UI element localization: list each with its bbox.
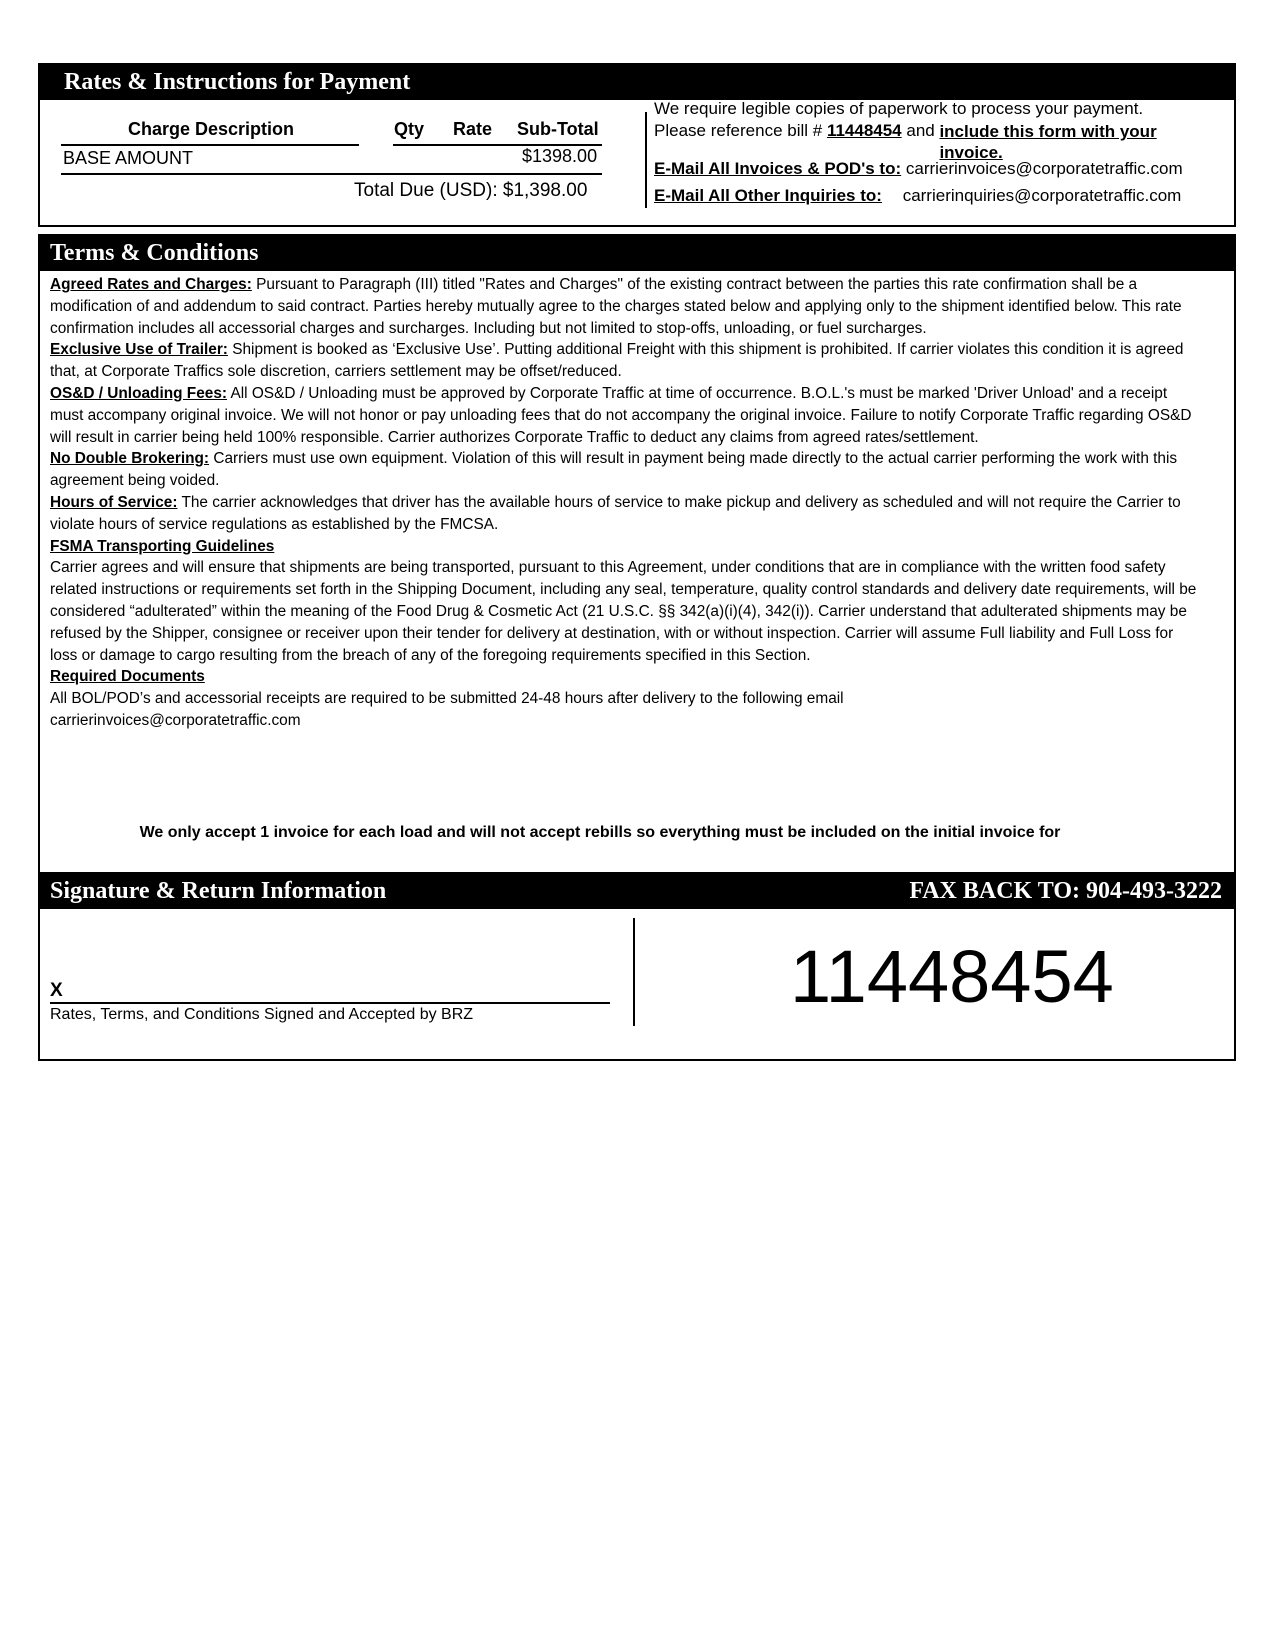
term-text: All OS&D / Unloading must be approved by Corporate Traffic at time of occurrence. B.O.L.'s must be marked 'Driver Unload' and a receipt must accompany original invoice. We will not honor or pay unloading fees that do not accompany the original invoice. Failure to notify Corporate Traffic regarding OS&D will result in carrier being held 100% responsible. Carrier authorizes Corporate Traffic to deduct any claims from agreed rates/settlement.	[50, 384, 1192, 446]
term-text: Shipment is booked as ‘Exclusive Use’. Putting additional Freight with this shipment is prohibited. If carrier violates this condition it is agreed that, at Corporate Traffics sole discretion, carriers settlement may be offset/reduced.	[50, 341, 1184, 381]
inquiries-email-line	[654, 186, 1181, 206]
total-rule	[61, 173, 602, 175]
ref-prefix: Please reference bill #	[654, 121, 827, 140]
required-docs-heading: Required Documents	[50, 668, 205, 686]
signature-section	[38, 872, 1236, 1061]
signature-divider	[633, 918, 635, 1026]
term-exclusive-use	[50, 339, 1200, 383]
term-heading: Agreed Rates and Charges:	[50, 276, 252, 293]
fax-back: FAX BACK TO: 904-493-3222	[909, 878, 1222, 904]
bill-number-ref: 11448454	[826, 121, 902, 140]
signature-title: Signature & Return Information	[50, 878, 387, 904]
term-text: Carriers must use own equipment. Violation of this will result in payment being made directly to the actual carrier performing the work with this agreement being voided.	[50, 450, 1178, 490]
header-rule-left	[61, 144, 359, 146]
term-heading: OS&D / Unloading Fees:	[50, 384, 228, 402]
term-osd-unloading	[50, 383, 1200, 448]
term-text: Pursuant to Paragraph (III) titled "Rates and Charges" of the existing contract between the parties this rate confirmation shall be a modification of and addendum to said contract. Parties hereby mutually agree to the charges stated below and applying only to the shipment identified below. This rate confirmation includes all accessorial charges and surcharges. Including but not limited to stop-offs, unloading, or fuel surcharges.	[50, 276, 1182, 337]
terms-section	[38, 234, 1236, 874]
term-heading: No Double Brokering:	[50, 450, 210, 468]
term-heading: Hours of Service:	[50, 493, 178, 511]
invoices-email-line	[654, 159, 1183, 179]
term-heading: Exclusive Use of Trailer:	[50, 341, 228, 359]
rates-section	[38, 63, 1236, 227]
term-hours-of-service	[50, 492, 1200, 536]
signature-caption: Rates, Terms, and Conditions Signed and Accepted by BRZ	[50, 1006, 474, 1023]
col-subtotal: Sub-Total	[517, 119, 599, 139]
include-form-note: include this form with your invoice.	[939, 122, 1157, 162]
inquiries-label: E-Mail All Other Inquiries to:	[654, 186, 882, 205]
invoices-label: E-Mail All Invoices & POD's to:	[654, 159, 902, 178]
signature-x-mark: X	[50, 980, 63, 1001]
invoice-policy-note: We only accept 1 invoice for each load and will not accept rebills so everything must be included on the initial invoice for	[139, 824, 1061, 841]
col-qty: Qty	[394, 119, 425, 139]
ref-and: and	[901, 121, 940, 140]
reference-line	[654, 121, 1165, 163]
inquiries-email: carrierinquiries@corporatetraffic.com	[902, 186, 1182, 205]
total-due: Total Due (USD): $1,398.00	[354, 180, 588, 201]
col-charge-description: Charge Description	[128, 119, 295, 139]
signature-bar	[40, 874, 1234, 909]
required-docs-text: All BOL/POD’s and accessorial receipts are required to be submitted 24-48 hours after delivery to the following email carrierinvoices@corporatetraffic.com	[50, 690, 844, 729]
fsma-heading: FSMA Transporting Guidelines	[50, 537, 275, 555]
rates-title: Rates & Instructions for Payment	[40, 65, 1234, 100]
rates-divider	[645, 112, 647, 208]
terms-body	[50, 274, 1200, 732]
signature-line[interactable]	[50, 1002, 610, 1004]
row-subtotal: $1398.00	[522, 146, 598, 166]
terms-title: Terms & Conditions	[40, 236, 1234, 271]
term-agreed-rates	[50, 274, 1200, 339]
term-double-brokering	[50, 448, 1200, 492]
fsma-text: Carrier agrees and will ensure that shipments are being transported, pursuant to this Agreement, under conditions that are in compliance with the written food safety related instructions or requirements set forth in the Shipping Document, including any seal, temperature, quality control standards and delivery date requirements, will be considered “adulterated” within the meaning of the Food Drug & Cosmetic Act (21 U.S.C. §§ 342(a)(i)(4), 342(i)). Carrier understand that adulterated shipments may be refused by the Shipper, consignee or receiver upon their tender for delivery at destination, with or without inspection. Carrier will assume Full liability and Full Loss for loss or damage to cargo resulting from the breach of any of the foregoing requirements specified in this Section.	[50, 559, 1197, 664]
col-rate: Rate	[453, 119, 493, 139]
invoices-email: carrierinvoices@corporatetraffic.com	[905, 159, 1183, 178]
row-description: BASE AMOUNT	[63, 148, 194, 168]
term-text: The carrier acknowledges that driver has the available hours of service to make pickup and delivery as scheduled and will not require the Carrier to violate hours of service regulations as established by the FMCSA.	[50, 493, 1181, 533]
paperwork-note: We require legible copies of paperwork to process your payment.	[654, 99, 1144, 118]
bill-number-large: 11448454	[790, 935, 1114, 1018]
